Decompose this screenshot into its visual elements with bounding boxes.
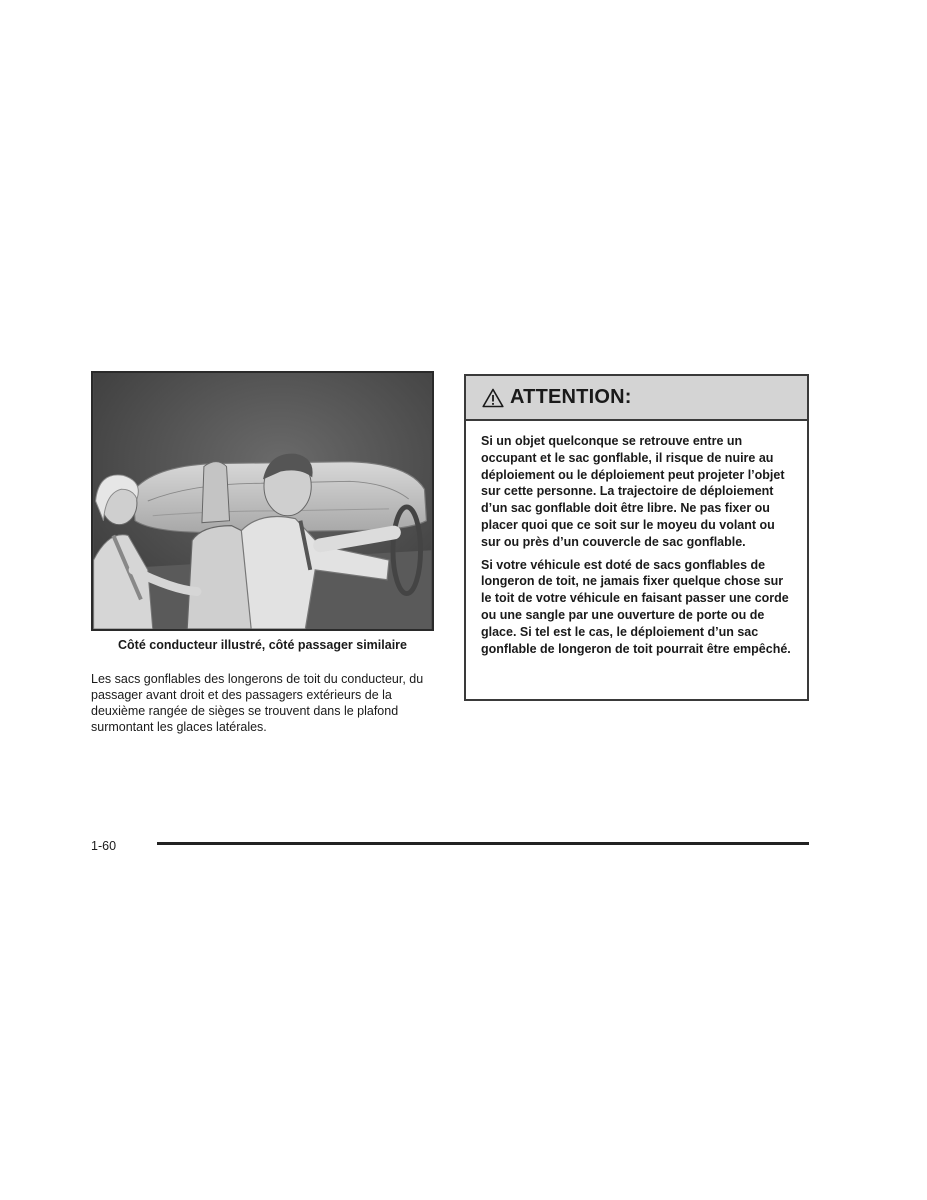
page-number: 1-60 bbox=[91, 839, 117, 853]
airbag-illustration bbox=[91, 371, 434, 631]
car-interior-illustration bbox=[93, 373, 432, 629]
attention-title: ATTENTION: bbox=[510, 386, 632, 408]
attention-header bbox=[466, 376, 807, 421]
warning-triangle-icon bbox=[482, 388, 504, 408]
attention-box bbox=[464, 374, 809, 701]
figure-caption: Côté conducteur illustré, côté passager similaire bbox=[118, 638, 407, 652]
attention-paragraph: Si un objet quelconque se retrouve entre un occupant et le sac gonflable, il risque de nuire au déploiement ou le déploiement peut projeter l’objet sur cette personne. La trajectoire de déploiement d’un sac gonflable doit être libre. Ne pas fixer ou placer quoi que ce soit sur le moyeu du volant ou sur ou près d’un couvercle de sac gonflable. bbox=[481, 434, 785, 549]
attention-paragraph: Si votre véhicule est doté de sacs gonflables de longeron de toit, ne jamais fixer quelque chose sur le toit de votre véhicule en faisant passer une corde ou une sangle par une ouverture de porte ou de glace. Si tel est le cas, le déploiement d’un sac gonflable de longeron de toit pourrait être empêché. bbox=[481, 557, 791, 656]
body-paragraph: Les sacs gonflables des longerons de toit du conducteur, du passager avant droit et des passagers extérieurs de la deuxième rangée de sièges se trouvent dans le plafond surmontant les glaces latérales. bbox=[91, 672, 424, 734]
attention-body bbox=[466, 421, 807, 657]
footer-rule bbox=[157, 842, 809, 845]
